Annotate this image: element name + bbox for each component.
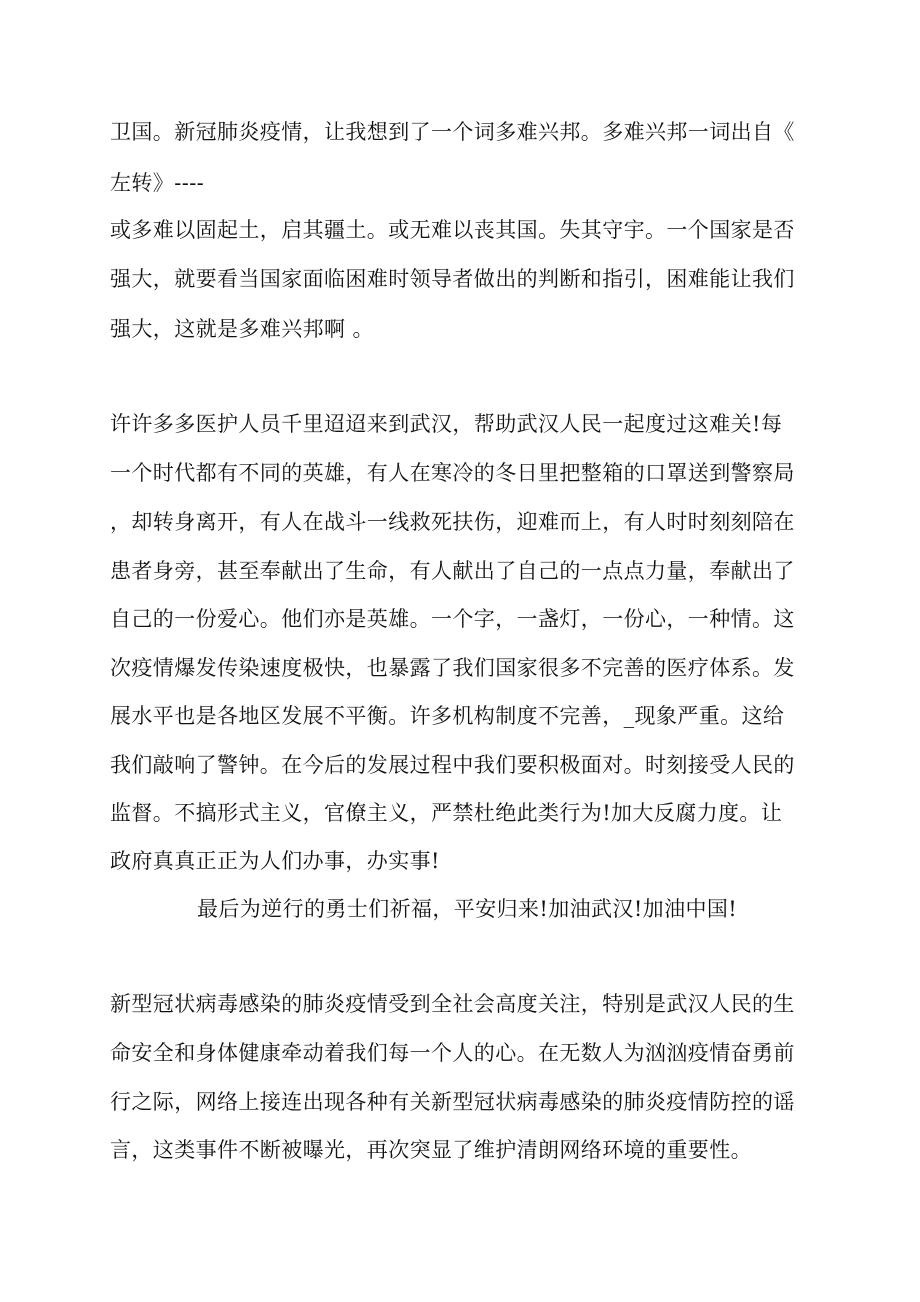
text-line: 新型冠状病毒感染的肺炎疫情受到全社会高度关注，特别是武汉人民的生 — [110, 992, 795, 1016]
text-line: 一个时代都有不同的英雄，有人在寒冷的冬日里把整箱的口罩送到警察局 — [110, 461, 795, 485]
text-line: 自己的一份爱心。他们亦是英雄。一个字，一盏灯，一份心，一种情。这 — [110, 607, 795, 631]
text-line: 许许多多医护人员千里迢迢来到武汉，帮助武汉人民一起度过这难关!每 — [110, 412, 783, 436]
text-line: 政府真真正正为人们办事，办实事! — [110, 849, 440, 873]
text-line: 监督。不搞形式主义，官僚主义，严禁杜绝此类行为!加大反腐力度。让 — [110, 801, 783, 825]
text-line: 左转》---- — [110, 171, 205, 195]
text-line: 次疫情爆发传染速度极快，也暴露了我们国家很多不完善的医疗体系。发 — [110, 656, 795, 680]
text-line: 患者身旁，甚至奉献出了生命，有人献出了自己的一点点力量，奉献出了 — [110, 559, 795, 583]
text-line: 强大，就要看当国家面临困难时领导者做出的判断和指引，困难能让我们 — [110, 267, 795, 291]
text-line: 卫国。新冠肺炎疫情，让我想到了一个词多难兴邦。多难兴邦一词出自《 — [110, 120, 795, 144]
text-line: 或多难以固起土，启其疆土。或无难以丧其国。失其守宇。一个国家是否 — [110, 218, 795, 242]
text-line: 展水平也是各地区发展不平衡。许多机构制度不完善，_现象严重。这给 — [110, 704, 785, 728]
text-line: 强大，这就是多难兴邦啊 。 — [110, 317, 374, 341]
text-line: 言，这类事件不断被曝光，再次突显了维护清朗网络环境的重要性。 — [110, 1138, 752, 1162]
text-line: 命安全和身体健康牵动着我们每一个人的心。在无数人为汹汹疫情奋勇前 — [110, 1041, 795, 1065]
closing-line: 最后为逆行的勇士们祈福，平安归来!加油武汉!加油中国! — [197, 897, 738, 921]
text-line: 我们敲响了警钟。在今后的发展过程中我们要积极面对。时刻接受人民的 — [110, 753, 795, 777]
text-line: 行之际，网络上接连出现各种有关新型冠状病毒感染的肺炎疫情防控的谣 — [110, 1090, 795, 1114]
text-line: ，却转身离开，有人在战斗一线救死扶伤，迎难而上，有人时时刻刻陪在 — [110, 510, 795, 534]
